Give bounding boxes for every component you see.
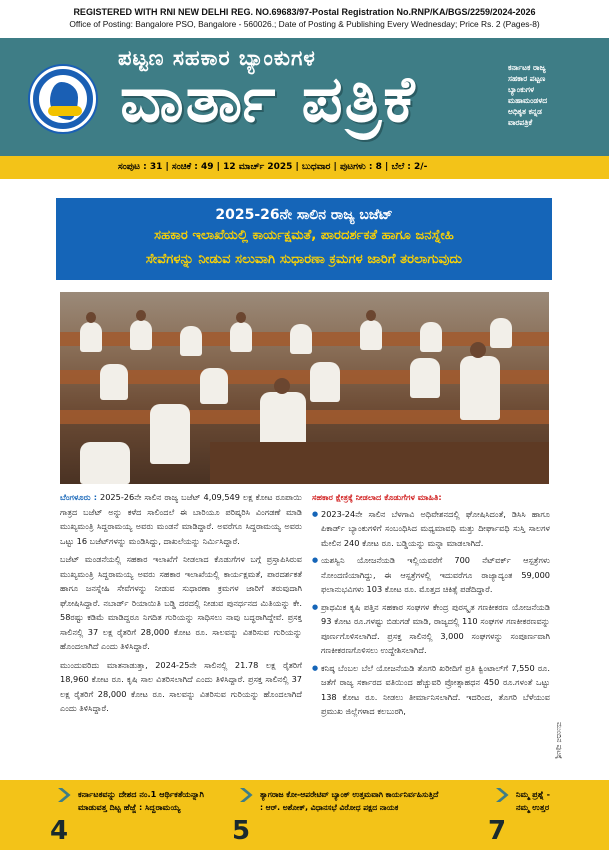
member-head <box>470 342 486 358</box>
posting-line: Office of Posting: Bangalore PSO, Bangalore - 560026.; Date of Posting & Publishing Every Wednesday; Price Rs. 2 (Pages-8) <box>69 19 540 29</box>
registration-line: REGISTERED WITH RNI NEW DELHI REG. NO.69683/97-Postal Registration No.RNP/KA/BGS/2259/2024-2026 <box>73 7 536 17</box>
footer-text-line: ತ್ಯಾಗರಾಜ ಕೋ-ಆಪರೇಟಿವ್ ಬ್ಯಾಂಕ್ ಉತ್ತಮವಾಗಿ ಕಾರ್ಯನಿರ್ವಹಿಸುತ್ತಿದೆ <box>260 790 439 799</box>
member-head <box>274 378 290 394</box>
continued-note: ಮುಂದಿನ ಪುಟಕ್ಕೆ <box>555 722 563 759</box>
article-right-column <box>312 490 550 722</box>
member-figure <box>100 364 128 400</box>
footer-text-line: ಕರ್ನಾಟಕವನ್ನು ದೇಶದ ನಂ.1 ಆರ್ಥಿಕತೆಯನ್ನಾಗಿ <box>78 789 205 799</box>
side-note-line: ಬ್ಯಾಂಕುಗಳ <box>508 85 535 94</box>
chevron-right-icon <box>496 788 510 802</box>
bullet-item: ● ಯಶಸ್ವಿನಿ ಯೋಜನೆಯಡಿ ಇಲ್ಲಿಯವರೆಗೆ 700 ನೆಟ್‌ವರ್ಕ್ ಆಸ್ಪತ್ರೆಗಳು ನೋಂದಣಿಯಾಗಿದ್ದು, ಈ ಆಸ್ಪತ್ರೆಗಳಲ್ಲಿ ಇದುವರೆಗೂ ರಾಜ್ಯಾದ್ಯಂತ 59,000 ಫಲಾನುಭವಿಗಳು 103 ಕೋಟ ರೂ. ಮೊತ್ತದ ಚಿಕಿತ್ಸೆ ಪಡೆದಿದ್ದಾರೆ. <box>312 553 550 597</box>
footer-text-line: ನಿಮ್ಮ ಪ್ರಶ್ನೆ - <box>516 789 551 799</box>
masthead-title: ವಾರ್ತಾ ಪತ್ರಿಕೆ <box>120 63 417 137</box>
footer-item-text <box>260 788 475 814</box>
member-figure <box>410 358 440 398</box>
article-paragraph <box>60 490 302 548</box>
side-note-line: ಅಧಿಕೃತ ಕನ್ನಡ <box>508 107 542 116</box>
article-left-column <box>60 490 302 720</box>
masthead-subtitle: ಪಟ್ಟಣ ಸಹಕಾರ ಬ್ಯಾಂಕುಗಳ <box>118 46 316 70</box>
footer-text-line: ಮಾಡುವತ್ತ ದಿಟ್ಟ ಹೆಜ್ಜೆ : ಸಿದ್ದರಾಮಯ್ಯ <box>78 802 181 812</box>
member-figure <box>420 322 442 352</box>
member-head <box>86 312 96 323</box>
speaker-figure <box>460 356 500 420</box>
member-figure <box>80 322 102 352</box>
side-note-line: ಕರ್ನಾಟಕ ರಾಜ್ಯ <box>508 63 546 72</box>
chevron-right-icon <box>58 788 72 802</box>
member-figure <box>290 324 312 354</box>
side-note-line: ಸಹಕಾರ ಪಟ್ಟಣ <box>508 74 546 83</box>
masthead-side-note <box>508 62 600 128</box>
footer-text-line: : ಆರ್. ಅಶೋಕ್, ವಿಧಾನಸಭೆ ವಿರೋಧ ಪಕ್ಷದ ನಾಯಕ <box>260 803 399 812</box>
member-figure <box>230 322 252 352</box>
page-number: 7 <box>488 816 507 846</box>
member-figure <box>200 368 228 404</box>
footer-index <box>0 780 609 850</box>
page-number: 5 <box>232 816 251 846</box>
headline-kicker: 2025-26ನೇ ಸಾಲಿನ ರಾಜ್ಯ ಬಜೆಟ್ <box>215 207 393 223</box>
side-note-line: ಮಹಾಮಂಡಳದ <box>508 96 548 105</box>
handshake-icon <box>48 106 82 116</box>
footer-item-text <box>516 788 606 814</box>
article-paragraph: ಬಜೆಟ್ ಮಂಡನೆಯಲ್ಲಿ ಸಹಕಾರ ಇಲಾಖೆಗೆ ನೀಡಲಾದ ಕೊಡುಗೆಗಳ ಬಗ್ಗೆ ಪ್ರಸ್ತಾಪಿಸಿರುವ ಮುಖ್ಯಮಂತ್ರಿ ಸಿದ್ದರಾಮಯ್ಯ ಅವರು ಸಹಕಾರ ಇಲಾಖೆಯಲ್ಲಿ ಕಾರ್ಯಕ್ಷಮತೆ, ಪಾರದರ್ಶಕತೆ ಹಾಗೂ ಜನಸ್ನೇಹಿ ಸೇವೆಗಳನ್ನು ನೀಡುವ ಸುಧಾರಣಾ ಕ್ರಮಗಳ ಜಾರಿಗೆ ತರುವುದಾಗಿ ಘೋಷಿಸಿದ್ದಾರೆ. ನಬಾರ್ಡ್ ರಿಯಾಯಿತಿ ಬಡ್ಡಿ ದರದಲ್ಲಿ ನೀಡುವ ಪುನರ್ಧನದ ಮಿತಿಯನ್ನು ಕೇ. 58ರಷ್ಟು ಕಡಿಮೆ ಮಾಡಿದ್ದರೂ ನಿಗದಿತ ಗುರಿಯನ್ನು ಸಾಧಿಸಲು ನಾವು ಬದ್ಧರಾಗಿದ್ದೇವೆ. ಪ್ರಸಕ್ತ ಸಾಲಿನಲ್ಲಿ 37 ಲಕ್ಷ ರೈತರಿಗೆ 28,000 ಕೋಟ ರೂ. ಸಾಲವನ್ನು ವಿತರಿಸುವ ಗುರಿಯನ್ನು ಹೊಂದಲಾಗಿದೆ ಎಂದು ತಿಳಿಸಿದ್ದಾರೆ. <box>60 554 302 651</box>
member-figure <box>360 320 382 350</box>
side-note-line: ವಾರಪತ್ರಿಕೆ <box>508 118 533 127</box>
bullet-item: ● ಕನಿಷ್ಠ ಬೆಂಬಲ ಬೆಲೆ ಯೋಜನೆಯಡಿ ತೊಗರಿ ಖರೀದಿಗೆ ಪ್ರತಿ ಕ್ವಿಂಟಾಲ್‌ಗೆ 7,550 ರೂ. ಜತೆಗೆ ರಾಜ್ಯ ಸರ್ಕಾರದ ವತಿಯಿಂದ ಹೆಚ್ಚುವರಿ ಪ್ರೋತ್ಸಾಹಧನ 450 ರೂ.ಗಳಂತೆ ಒಟ್ಟು 138 ಕೋಟ ರೂ. ನೀಡಲು ತೀರ್ಮಾನಿಸಲಾಗಿದೆ. ಇದರಿಂದ, ತೊಗರಿ ಬೆಳೆಯುವ ಪ್ರಮುಖ ಜಿಲ್ಲೆಗಳಾದ ಕಲಬುರಗಿ, <box>312 661 550 719</box>
member-figure <box>310 362 340 402</box>
headline-line-2: ಸೇವೆಗಳನ್ನು ನೀಡುವ ಸಲುವಾಗಿ ಸುಧಾರಣಾ ಕ್ರಮಗಳ ಜಾರಿಗೆ ತರಲಾಗುವುದು <box>145 252 463 267</box>
member-figure <box>150 404 190 464</box>
registration-strip <box>0 0 609 38</box>
member-figure <box>130 320 152 350</box>
member-figure <box>80 442 130 484</box>
member-head <box>366 310 376 321</box>
paragraph-text: 2025-26ನೇ ಸಾಲಿನ ರಾಜ್ಯ ಬಜೆಟ್ 4,09,549 ಲಕ್ಷ ಕೋಟ ರೂಪಾಯಿ ಗಾತ್ರದ ಬಜೆಟ್ ಅನ್ನು ಕಳೆದ ಸಾಲಿಂದಲೆ ಈ ಬಾರಿಯೂ ಪರಿಷ್ಕರಿಸಿ ವಿಂಗಡಣೆ ಮಾಡಿ ಮುಖ್ಯಮಂತ್ರಿ ಸಿದ್ದರಾಮಯ್ಯ ಅವರು ಮಂಡನೆ ಮಾಡಿದ್ದಾರೆ. ಅವರೆಗೂ ಸಿದ್ದರಾಮಯ್ಯ ಅವರು ಒಟ್ಟು 16 ಬಜೆಟ್‌ಗಳನ್ನು ಮಂಡಿಸಿದ್ದು, ದಾಖಲೆಯನ್ನು ನಿರ್ಮಿಸಿದ್ದಾರೆ. <box>60 492 302 546</box>
member-head <box>236 312 246 323</box>
headline-line-1: ಸಹಕಾರ ಇಲಾಖೆಯಲ್ಲಿ ಕಾರ್ಯಕ್ಷಮತೆ, ಪಾರದರ್ಶಕತೆ ಹಾಗೂ ಜನಸ್ನೇಹಿ <box>154 228 454 243</box>
dateline: ಬೆಂಗಳೂರು : <box>60 492 98 502</box>
issue-info-bar: ಸಂಪುಟ : 31 | ಸಂಚಿಕೆ : 49 | 12 ಮಾರ್ಚ್ 2025 | ಬುಧವಾರ | ಪುಟಗಳು : 8 | ಬೆಲೆ : 2/- <box>0 156 609 179</box>
federation-logo-icon <box>28 64 98 134</box>
member-figure <box>180 326 202 356</box>
page-number: 4 <box>50 816 69 846</box>
masthead <box>0 38 609 156</box>
desk <box>210 442 549 484</box>
section-heading: ಸಹಕಾರ ಕ್ಷೇತ್ರಕ್ಕೆ ನೀಡಲಾದ ಕೊಡುಗೆಗಳ ಮಾಹಿತಿ: <box>312 492 442 502</box>
article-paragraph: ಮುಂದುವರಿದು ಮಾತನಾಡುತ್ತಾ, 2024-25ನೇ ಸಾಲಿನಲ್ಲಿ 21.78 ಲಕ್ಷ ರೈತರಿಗೆ 18,960 ಕೋಟ ರೂ. ಕೃಷಿ ಸಾಲ ವಿತರಿಸಲಾಗಿದೆ ಎಂದು ತಿಳಿಸಿದ್ದಾರೆ. ಪ್ರಸಕ್ತ ಸಾಲಿನಲ್ಲಿ 37 ಲಕ್ಷ ರೈತರಿಗೆ 28,000 ಕೋಟ ರೂ. ಸಾಲವನ್ನು ವಿತರಿಸುವ ಗುರಿಯನ್ನು ಹೊಂದಲಾಗಿದೆ ಎಂದು ತಿಳಿಸಿದ್ದಾರೆ. <box>60 659 302 713</box>
bullet-item: ● ಪ್ರಾಥಮಿಕ ಕೃಷಿ ಪತ್ತಿನ ಸಹಕಾರ ಸಂಘಗಳ ಕೇಂದ್ರ ಪುರಸ್ಕೃತ ಗಣಕೀಕರಣ ಯೋಜನೆಯಡಿ 93 ಕೋಟ ರೂ.ಗಳಷ್ಟು ಬಿಡುಗಡೆ ಮಾಡಿ, ರಾಜ್ಯದಲ್ಲಿ 110 ಸಂಘಗಳ ಗಣಕೀಕರಣವನ್ನು ಪೂರ್ಣಗೊಳಿಸಲಾಗಿದೆ. ಪ್ರಸಕ್ತ ಸಾಲಿನಲ್ಲಿ 3,000 ಸಂಘಗಳನ್ನು ಸಂಪೂರ್ಣವಾಗಿ ಗಣಕೀಕರಣಗೊಳಿಸಲು ಉದ್ದೇಶಿಸಲಾಗಿದೆ. <box>312 600 550 658</box>
footer-item-text <box>78 788 248 814</box>
headline-box <box>56 198 552 280</box>
bullet-item: ● 2023-24ನೇ ಸಾಲಿನ ಬೆಳಗಾವಿ ಅಧಿವೇಶನದಲ್ಲಿ ಘೋಷಿಸಿದಂತೆ, ಡಿಸಿಸಿ ಹಾಗೂ ಪಿಕಾರ್ಡ್ ಬ್ಯಾಂಕುಗಳಿಗೆ ಸಂಬಂಧಿಸಿದ ಮಧ್ಯಮಾವಧಿ ಮತ್ತು ದೀರ್ಘಾವಧಿ ಸುಸ್ತಿ ಸಾಲಗಳ ಮೇಲಿನ 240 ಕೋಟ ರೂ. ಬಡ್ಡಿಯನ್ನು ಮನ್ನಾ ಮಾಡಲಾಗಿದೆ. <box>312 507 550 551</box>
member-figure <box>490 318 512 348</box>
member-head <box>136 310 146 321</box>
footer-text-line: ನಮ್ಮ ಉತ್ತರ <box>516 802 550 812</box>
assembly-photo <box>60 292 549 484</box>
